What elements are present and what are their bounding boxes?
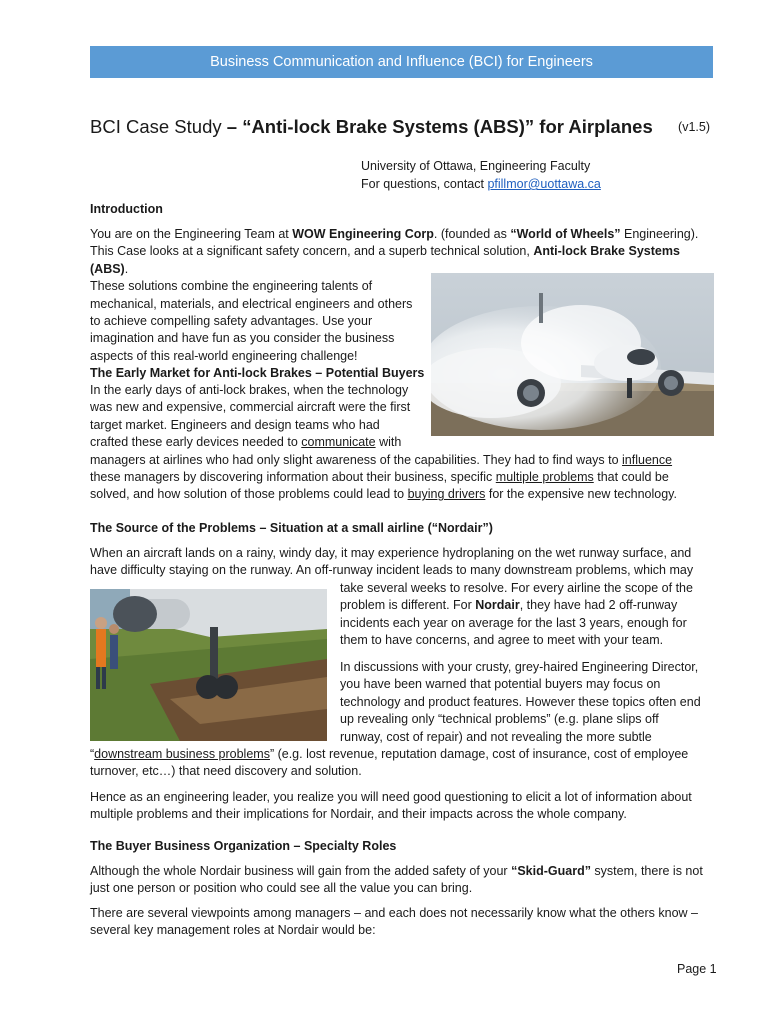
title-row: [90, 116, 713, 142]
source-paragraph-1-wrap: [340, 580, 720, 650]
source-paragraph-1: [90, 545, 720, 580]
text-run: these managers by discovering information about their business, specific: [90, 470, 496, 485]
text-run: for the expensive new technology.: [485, 487, 677, 502]
text-line: multiple problems and their implications for Nordair, and their impacts across the whole company.: [90, 807, 627, 822]
text-run: that could be: [593, 470, 669, 485]
intro-heading: Introduction: [90, 202, 163, 216]
text-line: have difficulty staying on the runway. An off-runway incident leads to many downstream problems, which may: [90, 563, 694, 578]
early-market-heading: The Early Market for Anti-lock Brakes – Potential Buyers: [90, 366, 425, 380]
text-line: [90, 863, 720, 880]
text-line: Hence as an engineering leader, you realize you will need good questioning to elicit a lot of information about: [90, 790, 692, 804]
text-line: up revealing only “technical problems” (e.g. plane slips off: [340, 712, 659, 727]
text-run-underlined: downstream business problems: [94, 747, 270, 761]
contact-prefix: For questions, contact: [361, 177, 488, 191]
document-title: [90, 116, 653, 138]
text-run: crafted these early devices needed to: [90, 435, 302, 450]
text-run-underlined: buying drivers: [407, 487, 486, 502]
text-line: turnover, etc…) that need discovery and solution.: [90, 764, 362, 779]
text-run-bold: WOW Engineering Corp: [292, 227, 434, 241]
title-prefix: BCI Case Study: [90, 116, 227, 137]
source-heading: The Source of the Problems – Situation at a small airline (“Nordair”): [90, 521, 493, 535]
text-run: ” (e.g. lost revenue, reputation damage, cost of insurance, cost of employee: [269, 747, 689, 761]
contact-line: [361, 175, 601, 193]
text-run: This Case looks at a significant safety concern, and a superb technical solution,: [90, 244, 534, 259]
text-run: .: [124, 261, 129, 276]
text-run-bold: Anti-lock Brake Systems (ABS): [90, 244, 680, 276]
buyer-heading: The Buyer Business Organization – Specialty Roles: [90, 839, 397, 853]
source-paragraph-2-wrap: [340, 659, 720, 746]
text-line: technology and product features. However these topics often end: [340, 694, 701, 709]
text-run: You are on the Engineering Team at: [90, 227, 293, 241]
text-line: target market. Engineers and design teams who had: [90, 417, 380, 432]
text-line: [90, 746, 720, 763]
text-line: [90, 469, 720, 486]
text-line: [340, 597, 720, 614]
text-line: to achieve compelling safety advantages. Use your: [90, 314, 373, 329]
text-run: “: [90, 747, 95, 761]
text-run-bold: “World of Wheels”: [510, 227, 621, 241]
text-line: take several weeks to resolve. For every airline the scope of the: [340, 581, 693, 595]
text-line: runway, cost of repair) and not revealing the more subtle: [340, 729, 652, 744]
text-run: Engineering).: [620, 227, 699, 241]
text-run-bold: Nordair: [475, 598, 520, 613]
text-run: managers at airlines who had only slight awareness of the capabilities. They had to find ways to: [90, 452, 623, 467]
text-line: just one person or position who could see all the value you can bring.: [90, 881, 473, 896]
early-market-paragraph: [90, 382, 720, 504]
text-line: was new and expensive, commercial aircraft were the first: [90, 400, 411, 415]
text-line: mechanical, materials, and electrical engineers and others: [90, 296, 413, 311]
text-run: , they have had 2 off-runway: [519, 598, 678, 613]
text-run-underlined: communicate: [301, 435, 376, 450]
buyer-paragraph-1: [90, 863, 720, 898]
affiliation-line: University of Ottawa, Engineering Faculty: [361, 159, 591, 173]
text-run: with: [375, 435, 402, 450]
header-banner: Business Communication and Influence (BCI) for Engineers: [90, 46, 713, 78]
text-line: In discussions with your crusty, grey-haired Engineering Director,: [340, 660, 699, 674]
version-label: (v1.5): [678, 120, 710, 134]
text-run-underlined: influence: [622, 452, 673, 467]
buyer-paragraph-2: [90, 905, 720, 940]
email-link[interactable]: pfillmor@uottawa.ca: [487, 177, 601, 191]
text-line: them to have concerns, and agree to meet with your team.: [340, 633, 664, 648]
source-paragraph-3: [90, 789, 720, 824]
text-line: you have been warned that potential buyers may focus on: [340, 677, 661, 692]
text-line: [90, 226, 720, 243]
airplane-off-runway-photo: [90, 589, 327, 741]
text-line: There are several viewpoints among managers – and each does not necessarily know what the others know –: [90, 906, 698, 920]
text-line: When an aircraft lands on a rainy, windy day, it may experience hydroplaning on the wet runway surface, and: [90, 546, 692, 560]
text-run: problem is different. For: [340, 598, 476, 613]
text-run-bold: “Skid-Guard”: [511, 864, 591, 878]
text-line: imagination and have fun as you consider the business: [90, 331, 395, 346]
text-run: . (founded as: [433, 227, 511, 241]
text-line: [90, 486, 720, 503]
text-line: incidents each year on average for the last 3 years, enough for: [340, 615, 687, 630]
text-run-underlined: multiple problems: [495, 470, 594, 485]
affiliation: [361, 157, 601, 193]
text-line: aspects of this real-world engineering challenge!: [90, 348, 358, 363]
text-line: These solutions combine the engineering talents of: [90, 279, 373, 294]
text-line: [90, 452, 720, 469]
text-run: solved, and how solution of those problems could lead to: [90, 487, 408, 502]
text-line: [90, 434, 720, 451]
text-run: Although the whole Nordair business will gain from the added safety of your: [90, 864, 512, 878]
text-line: several key management roles at Nordair would be:: [90, 923, 376, 938]
title-main: – “Anti-lock Brake Systems (ABS)” for Airplanes: [226, 116, 653, 137]
page-number: Page 1: [677, 962, 717, 976]
text-run: system, there is not: [590, 864, 703, 878]
text-line: In the early days of anti-lock brakes, when the technology: [90, 383, 409, 397]
source-paragraph-2-full: [90, 746, 720, 781]
